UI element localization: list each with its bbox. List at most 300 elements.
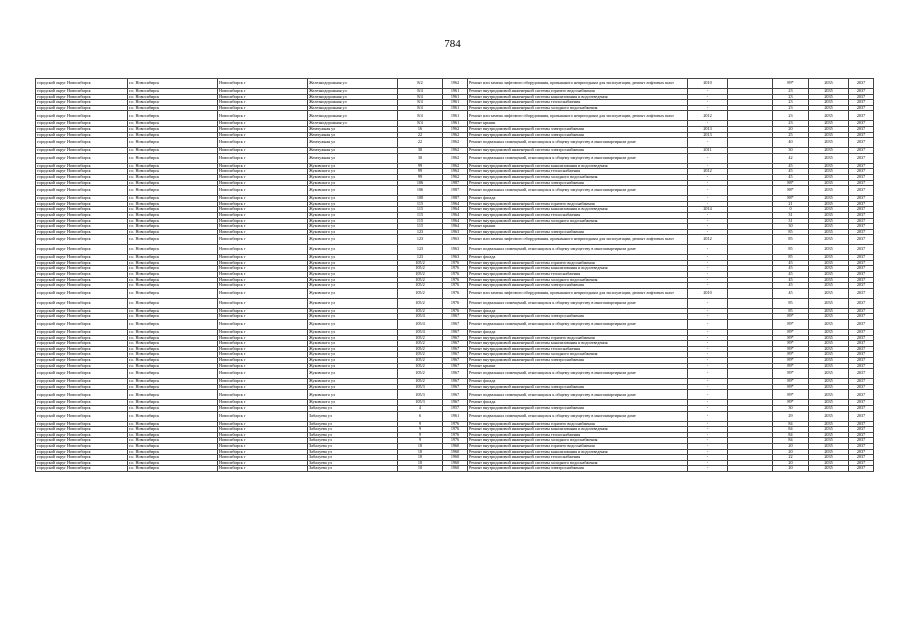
last-repair-year-cell: -	[688, 421, 728, 427]
work-type-cell: Ремонт или замена лифтового оборудования, признанного непригодным для эксплуатации, ремонт лифтовых шахт	[468, 79, 688, 89]
city-cell: Новосибирск г	[218, 427, 308, 433]
city-cell: Новосибирск г	[218, 432, 308, 438]
street-cell: Забалуева ул	[308, 411, 398, 421]
house-number-cell: 9	[398, 421, 443, 427]
city-cell: Новосибирск г	[218, 443, 308, 449]
end-year-cell: 2037	[849, 358, 874, 364]
house-number-cell: 22	[398, 138, 443, 148]
last-repair-year-cell: 2012	[688, 169, 728, 175]
table-row	[36, 466, 874, 472]
city-cell: Новосибирск г	[218, 121, 308, 127]
municipality-cell: городской округ Новосибирск	[36, 432, 128, 438]
last-repair-year-cell: 2013	[688, 126, 728, 132]
work-type-cell: Ремонт внутридомовой инженерной системы теплоснабжения	[468, 272, 688, 278]
city-cell: Новосибирск г	[218, 79, 308, 89]
last-repair-year-cell: -	[688, 174, 728, 180]
city-cell: Новосибирск г	[218, 180, 308, 186]
end-year-cell: 2037	[849, 105, 874, 111]
street-cell: Жемчужная ул	[308, 148, 398, 154]
cost-cell: 45	[773, 163, 809, 169]
work-type-cell: Ремонт внутридомовой инженерной системы электроснабжения	[468, 405, 688, 411]
street-cell: Жуковского ул	[308, 379, 398, 385]
cost-cell: 45	[773, 174, 809, 180]
municipality-cell: городской округ Новосибирск	[36, 111, 128, 121]
municipality-cell: городской округ Новосибирск	[36, 89, 128, 95]
build-year-cell: 1967	[443, 363, 468, 369]
start-year-cell: 2035	[809, 320, 849, 330]
street-cell: Забалуева ул	[308, 432, 398, 438]
municipality-cell: городской округ Новосибирск	[36, 132, 128, 138]
build-year-cell: 1962	[443, 163, 468, 169]
build-year-cell: 1961	[443, 100, 468, 106]
cost-cell: 25	[773, 132, 809, 138]
settlement-cell: г.о. Новосибирск	[128, 169, 218, 175]
settlement-cell: г.о. Новосибирск	[128, 438, 218, 444]
cost-cell: 85	[773, 255, 809, 261]
cost-cell: 89*	[773, 341, 809, 347]
house-number-cell: 115	[398, 224, 443, 230]
start-year-cell: 2035	[809, 255, 849, 261]
work-type-cell: Ремонт фасада	[468, 330, 688, 336]
work-type-cell: Ремонт внутридомовой инженерной системы горячего водоснабжения	[468, 421, 688, 427]
start-year-cell: 2035	[809, 421, 849, 427]
end-year-cell: 2037	[849, 427, 874, 433]
last-repair-year-cell: -	[688, 153, 728, 163]
last-repair-year-cell: -	[688, 314, 728, 320]
municipality-cell: городской округ Новосибирск	[36, 346, 128, 352]
cost-cell: 20	[773, 126, 809, 132]
municipality-cell: городской округ Новосибирск	[36, 196, 128, 202]
street-cell: Жуковского ул	[308, 180, 398, 186]
work-type-cell: Ремонт подвальных помещений, относящихся к общему имуществу в многоквартирном доме	[468, 320, 688, 330]
house-number-cell: 105/2	[398, 352, 443, 358]
last-repair-year-cell: -	[688, 186, 728, 196]
table-body	[36, 79, 874, 472]
build-year-cell: 1963	[443, 229, 468, 235]
municipality-cell: городской округ Новосибирск	[36, 174, 128, 180]
settlement-cell: г.о. Новосибирск	[128, 153, 218, 163]
end-year-cell: 2037	[849, 207, 874, 213]
city-cell: Новосибирск г	[218, 384, 308, 390]
build-year-cell: 1976	[443, 427, 468, 433]
street-cell: Забалуева ул	[308, 427, 398, 433]
build-year-cell: 1962	[443, 169, 468, 175]
municipality-cell: городской округ Новосибирск	[36, 390, 128, 400]
settlement-cell: г.о. Новосибирск	[128, 94, 218, 100]
end-year-cell: 2037	[849, 466, 874, 472]
city-cell: Новосибирск г	[218, 288, 308, 298]
municipality-cell: городской округ Новосибирск	[36, 229, 128, 235]
table-row	[36, 390, 874, 400]
municipality-cell: городской округ Новосибирск	[36, 94, 128, 100]
start-year-cell: 2035	[809, 235, 849, 245]
municipality-cell: городской округ Новосибирск	[36, 277, 128, 283]
end-year-cell: 2037	[849, 369, 874, 379]
end-year-cell: 2037	[849, 421, 874, 427]
start-year-cell: 2035	[809, 443, 849, 449]
start-year-cell: 2035	[809, 229, 849, 235]
work-type-cell: Ремонт внутридомовой инженерной системы электроснабжения	[468, 384, 688, 390]
last-repair-year-cell: -	[688, 196, 728, 202]
municipality-cell: городской округ Новосибирск	[36, 126, 128, 132]
work-type-cell: Ремонт внутридомовой инженерной системы канализования и водоотведения	[468, 449, 688, 455]
city-cell: Новосибирск г	[218, 126, 308, 132]
house-number-cell: 9	[398, 438, 443, 444]
last-repair-year-cell: -	[688, 308, 728, 314]
build-year-cell: 1976	[443, 432, 468, 438]
start-year-cell: 2035	[809, 100, 849, 106]
city-cell: Новосибирск г	[218, 111, 308, 121]
end-year-cell: 2037	[849, 379, 874, 385]
street-cell: Забалуева ул	[308, 449, 398, 455]
work-type-cell: Ремонт или замена лифтового оборудования, признанного непригодным для эксплуатации, ремонт лифтовых шахт	[468, 235, 688, 245]
cost-cell: 29	[773, 411, 809, 421]
end-year-cell: 2037	[849, 180, 874, 186]
house-number-cell: 9	[398, 432, 443, 438]
settlement-cell: г.о. Новосибирск	[128, 163, 218, 169]
start-year-cell: 2035	[809, 460, 849, 466]
cost-cell: 89*	[773, 352, 809, 358]
municipality-cell: городской округ Новосибирск	[36, 224, 128, 230]
cost-cell: 85	[773, 298, 809, 308]
work-type-cell: Ремонт внутридомовой инженерной системы канализования и водоотведения	[468, 341, 688, 347]
empty-cell	[728, 186, 773, 196]
last-repair-year-cell: -	[688, 352, 728, 358]
city-cell: Новосибирск г	[218, 100, 308, 106]
settlement-cell: г.о. Новосибирск	[128, 390, 218, 400]
city-cell: Новосибирск г	[218, 229, 308, 235]
start-year-cell: 2035	[809, 358, 849, 364]
house-number-cell: 99	[398, 163, 443, 169]
end-year-cell: 2037	[849, 411, 874, 421]
empty-cell	[728, 390, 773, 400]
street-cell: Жуковского ул	[308, 174, 398, 180]
last-repair-year-cell: -	[688, 94, 728, 100]
start-year-cell: 2035	[809, 218, 849, 224]
city-cell: Новосибирск г	[218, 421, 308, 427]
municipality-cell: городской округ Новосибирск	[36, 235, 128, 245]
settlement-cell: г.о. Новосибирск	[128, 105, 218, 111]
cost-cell: 89*	[773, 346, 809, 352]
end-year-cell: 2037	[849, 405, 874, 411]
cost-cell: 23	[773, 94, 809, 100]
settlement-cell: г.о. Новосибирск	[128, 79, 218, 89]
build-year-cell: 1962	[443, 126, 468, 132]
work-type-cell: Ремонт внутридомовой инженерной системы канализования и водоотведения	[468, 94, 688, 100]
end-year-cell: 2037	[849, 455, 874, 461]
house-number-cell: 8/4	[398, 94, 443, 100]
work-type-cell: Ремонт внутридомовой инженерной системы горячего водоснабжения	[468, 443, 688, 449]
municipality-cell: городской округ Новосибирск	[36, 449, 128, 455]
city-cell: Новосибирск г	[218, 89, 308, 95]
municipality-cell: городской округ Новосибирск	[36, 369, 128, 379]
build-year-cell: 1962	[443, 138, 468, 148]
settlement-cell: г.о. Новосибирск	[128, 335, 218, 341]
settlement-cell: г.о. Новосибирск	[128, 405, 218, 411]
last-repair-year-cell: -	[688, 180, 728, 186]
settlement-cell: г.о. Новосибирск	[128, 201, 218, 207]
street-cell: Жуковского ул	[308, 400, 398, 406]
build-year-cell: 1963	[443, 255, 468, 261]
build-year-cell: 1964	[443, 224, 468, 230]
street-cell: Жуковского ул	[308, 229, 398, 235]
build-year-cell: 1976	[443, 277, 468, 283]
last-repair-year-cell: -	[688, 390, 728, 400]
city-cell: Новосибирск г	[218, 411, 308, 421]
start-year-cell: 2035	[809, 153, 849, 163]
settlement-cell: г.о. Новосибирск	[128, 443, 218, 449]
end-year-cell: 2037	[849, 100, 874, 106]
street-cell: Жуковского ул	[308, 169, 398, 175]
work-type-cell: Ремонт подвальных помещений, относящихся к общему имуществу в многоквартирном доме	[468, 138, 688, 148]
street-cell: Жуковского ул	[308, 201, 398, 207]
start-year-cell: 2035	[809, 438, 849, 444]
work-type-cell: Ремонт внутридомовой инженерной системы теплоснабжения	[468, 455, 688, 461]
street-cell: Жуковского ул	[308, 212, 398, 218]
end-year-cell: 2037	[849, 335, 874, 341]
city-cell: Новосибирск г	[218, 363, 308, 369]
cost-cell: 45	[773, 169, 809, 175]
house-number-cell: 105/2	[398, 379, 443, 385]
work-type-cell: Ремонт внутридомовой инженерной системы канализования и водоотведения	[468, 163, 688, 169]
city-cell: Новосибирск г	[218, 207, 308, 213]
work-type-cell: Ремонт подвальных помещений, относящихся к общему имуществу в многоквартирном доме	[468, 298, 688, 308]
start-year-cell: 2035	[809, 138, 849, 148]
house-number-cell: 105/3	[398, 384, 443, 390]
house-number-cell: 105/2	[398, 266, 443, 272]
street-cell: Железнодорожная ул	[308, 79, 398, 89]
start-year-cell: 2035	[809, 379, 849, 385]
house-number-cell: 105/3	[398, 400, 443, 406]
street-cell: Железнодорожная ул	[308, 121, 398, 127]
empty-cell	[728, 79, 773, 89]
cost-cell: 89*	[773, 358, 809, 364]
street-cell: Железнодорожная ул	[308, 100, 398, 106]
last-repair-year-cell: -	[688, 277, 728, 283]
end-year-cell: 2037	[849, 224, 874, 230]
house-number-cell: 115	[398, 201, 443, 207]
work-type-cell: Ремонт крыши	[468, 363, 688, 369]
house-number-cell: 30	[398, 148, 443, 154]
cost-cell: 45	[773, 260, 809, 266]
settlement-cell: г.о. Новосибирск	[128, 363, 218, 369]
municipality-cell: городской округ Новосибирск	[36, 466, 128, 472]
house-number-cell: 106	[398, 186, 443, 196]
build-year-cell: 1987	[443, 180, 468, 186]
end-year-cell: 2037	[849, 346, 874, 352]
street-cell: Жуковского ул	[308, 298, 398, 308]
settlement-cell: г.о. Новосибирск	[128, 421, 218, 427]
work-type-cell: Ремонт внутридомовой инженерной системы канализования и водоотведения	[468, 207, 688, 213]
last-repair-year-cell: -	[688, 138, 728, 148]
cost-cell: 89*	[773, 384, 809, 390]
last-repair-year-cell: -	[688, 341, 728, 347]
municipality-cell: городской округ Новосибирск	[36, 79, 128, 89]
street-cell: Забалуева ул	[308, 421, 398, 427]
cost-cell: 31	[773, 218, 809, 224]
cost-cell: 84	[773, 432, 809, 438]
work-type-cell: Ремонт внутридомовой инженерной системы канализования и водоотведения	[468, 427, 688, 433]
municipality-cell: городской округ Новосибирск	[36, 298, 128, 308]
end-year-cell: 2037	[849, 229, 874, 235]
house-number-cell: 8/4	[398, 100, 443, 106]
city-cell: Новосибирск г	[218, 341, 308, 347]
last-repair-year-cell: -	[688, 283, 728, 289]
end-year-cell: 2037	[849, 308, 874, 314]
cost-cell: 21	[773, 201, 809, 207]
house-number-cell: 105/2	[398, 346, 443, 352]
house-number-cell: 6	[398, 411, 443, 421]
start-year-cell: 2035	[809, 207, 849, 213]
street-cell: Жуковского ул	[308, 335, 398, 341]
last-repair-year-cell: -	[688, 432, 728, 438]
work-type-cell: Ремонт внутридомовой инженерной системы электроснабжения	[468, 283, 688, 289]
last-repair-year-cell: -	[688, 466, 728, 472]
build-year-cell: 1967	[443, 352, 468, 358]
street-cell: Жуковского ул	[308, 224, 398, 230]
street-cell: Жуковского ул	[308, 358, 398, 364]
settlement-cell: г.о. Новосибирск	[128, 138, 218, 148]
cost-cell: 20	[773, 460, 809, 466]
start-year-cell: 2035	[809, 201, 849, 207]
municipality-cell: городской округ Новосибирск	[36, 283, 128, 289]
work-type-cell: Ремонт внутридомовой инженерной системы электроснабжения	[468, 180, 688, 186]
start-year-cell: 2035	[809, 298, 849, 308]
table-row	[36, 245, 874, 255]
build-year-cell: 1976	[443, 438, 468, 444]
start-year-cell: 2035	[809, 111, 849, 121]
start-year-cell: 2035	[809, 94, 849, 100]
city-cell: Новосибирск г	[218, 153, 308, 163]
work-type-cell: Ремонт внутридомовой инженерной системы холодного водоснабжения	[468, 105, 688, 111]
municipality-cell: городской округ Новосибирск	[36, 148, 128, 154]
house-number-cell: 10	[398, 466, 443, 472]
street-cell: Жуковского ул	[308, 308, 398, 314]
cost-cell: 23	[773, 105, 809, 111]
end-year-cell: 2037	[849, 260, 874, 266]
house-number-cell: 123	[398, 235, 443, 245]
settlement-cell: г.о. Новосибирск	[128, 379, 218, 385]
start-year-cell: 2035	[809, 148, 849, 154]
work-type-cell: Ремонт внутридомовой инженерной системы канализования и водоотведения	[468, 266, 688, 272]
house-number-cell: 105/2	[398, 308, 443, 314]
work-type-cell: Ремонт внутридомовой инженерной системы электроснабжения	[468, 466, 688, 472]
house-number-cell: 99	[398, 174, 443, 180]
street-cell: Жуковского ул	[308, 369, 398, 379]
settlement-cell: г.о. Новосибирск	[128, 449, 218, 455]
end-year-cell: 2037	[849, 400, 874, 406]
house-number-cell: 108	[398, 196, 443, 202]
start-year-cell: 2035	[809, 186, 849, 196]
house-number-cell: 99	[398, 169, 443, 175]
work-type-cell: Ремонт внутридомовой инженерной системы теплоснабжения	[468, 346, 688, 352]
house-number-cell: 22	[398, 132, 443, 138]
last-repair-year-cell: -	[688, 363, 728, 369]
cost-cell: 85	[773, 235, 809, 245]
city-cell: Новосибирск г	[218, 379, 308, 385]
settlement-cell: г.о. Новосибирск	[128, 207, 218, 213]
work-type-cell: Ремонт фасада	[468, 400, 688, 406]
settlement-cell: г.о. Новосибирск	[128, 466, 218, 472]
street-cell: Железнодорожная ул	[308, 89, 398, 95]
build-year-cell: 1976	[443, 308, 468, 314]
start-year-cell: 2035	[809, 260, 849, 266]
municipality-cell: городской округ Новосибирск	[36, 352, 128, 358]
city-cell: Новосибирск г	[218, 169, 308, 175]
city-cell: Новосибирск г	[218, 148, 308, 154]
start-year-cell: 2035	[809, 105, 849, 111]
city-cell: Новосибирск г	[218, 438, 308, 444]
house-number-cell: 10	[398, 443, 443, 449]
municipality-cell: городской округ Новосибирск	[36, 105, 128, 111]
street-cell: Жуковского ул	[308, 283, 398, 289]
municipality-cell: городской округ Новосибирск	[36, 421, 128, 427]
build-year-cell: 1967	[443, 400, 468, 406]
cost-cell: 23	[773, 111, 809, 121]
build-year-cell: 1961	[443, 105, 468, 111]
end-year-cell: 2037	[849, 111, 874, 121]
work-type-cell: Ремонт внутридомовой инженерной системы холодного водоснабжения	[468, 438, 688, 444]
start-year-cell: 2035	[809, 288, 849, 298]
start-year-cell: 2035	[809, 212, 849, 218]
city-cell: Новосибирск г	[218, 358, 308, 364]
street-cell: Забалуева ул	[308, 405, 398, 411]
last-repair-year-cell: -	[688, 255, 728, 261]
last-repair-year-cell: -	[688, 245, 728, 255]
start-year-cell: 2035	[809, 266, 849, 272]
house-number-cell: 115	[398, 212, 443, 218]
settlement-cell: г.о. Новосибирск	[128, 298, 218, 308]
city-cell: Новосибирск г	[218, 308, 308, 314]
work-type-cell: Ремонт внутридомовой инженерной системы электроснабжения	[468, 314, 688, 320]
cost-cell: 40	[773, 138, 809, 148]
last-repair-year-cell: -	[688, 272, 728, 278]
house-number-cell: 105/2	[398, 288, 443, 298]
settlement-cell: г.о. Новосибирск	[128, 369, 218, 379]
municipality-cell: городской округ Новосибирск	[36, 460, 128, 466]
street-cell: Жуковского ул	[308, 218, 398, 224]
street-cell: Жуковского ул	[308, 390, 398, 400]
build-year-cell: 1961	[443, 89, 468, 95]
settlement-cell: г.о. Новосибирск	[128, 111, 218, 121]
street-cell: Железнодорожная ул	[308, 94, 398, 100]
work-type-cell: Ремонт фасада	[468, 308, 688, 314]
cost-cell: 89*	[773, 330, 809, 336]
work-type-cell: Ремонт внутридомовой инженерной системы холодного водоснабжения	[468, 218, 688, 224]
settlement-cell: г.о. Новосибирск	[128, 255, 218, 261]
city-cell: Новосибирск г	[218, 272, 308, 278]
house-number-cell: 115	[398, 207, 443, 213]
municipality-cell: городской округ Новосибирск	[36, 201, 128, 207]
settlement-cell: г.о. Новосибирск	[128, 400, 218, 406]
city-cell: Новосибирск г	[218, 466, 308, 472]
empty-cell	[728, 111, 773, 121]
cost-cell: 89*	[773, 320, 809, 330]
end-year-cell: 2037	[849, 277, 874, 283]
last-repair-year-cell: -	[688, 443, 728, 449]
municipality-cell: городской округ Новосибирск	[36, 245, 128, 255]
last-repair-year-cell: -	[688, 89, 728, 95]
build-year-cell: 1976	[443, 260, 468, 266]
build-year-cell: 1957	[443, 405, 468, 411]
cost-cell: 85	[773, 229, 809, 235]
work-type-cell: Ремонт подвальных помещений, относящихся к общему имуществу в многоквартирном доме	[468, 186, 688, 196]
last-repair-year-cell: -	[688, 260, 728, 266]
start-year-cell: 2035	[809, 283, 849, 289]
city-cell: Новосибирск г	[218, 201, 308, 207]
city-cell: Новосибирск г	[218, 400, 308, 406]
end-year-cell: 2037	[849, 272, 874, 278]
